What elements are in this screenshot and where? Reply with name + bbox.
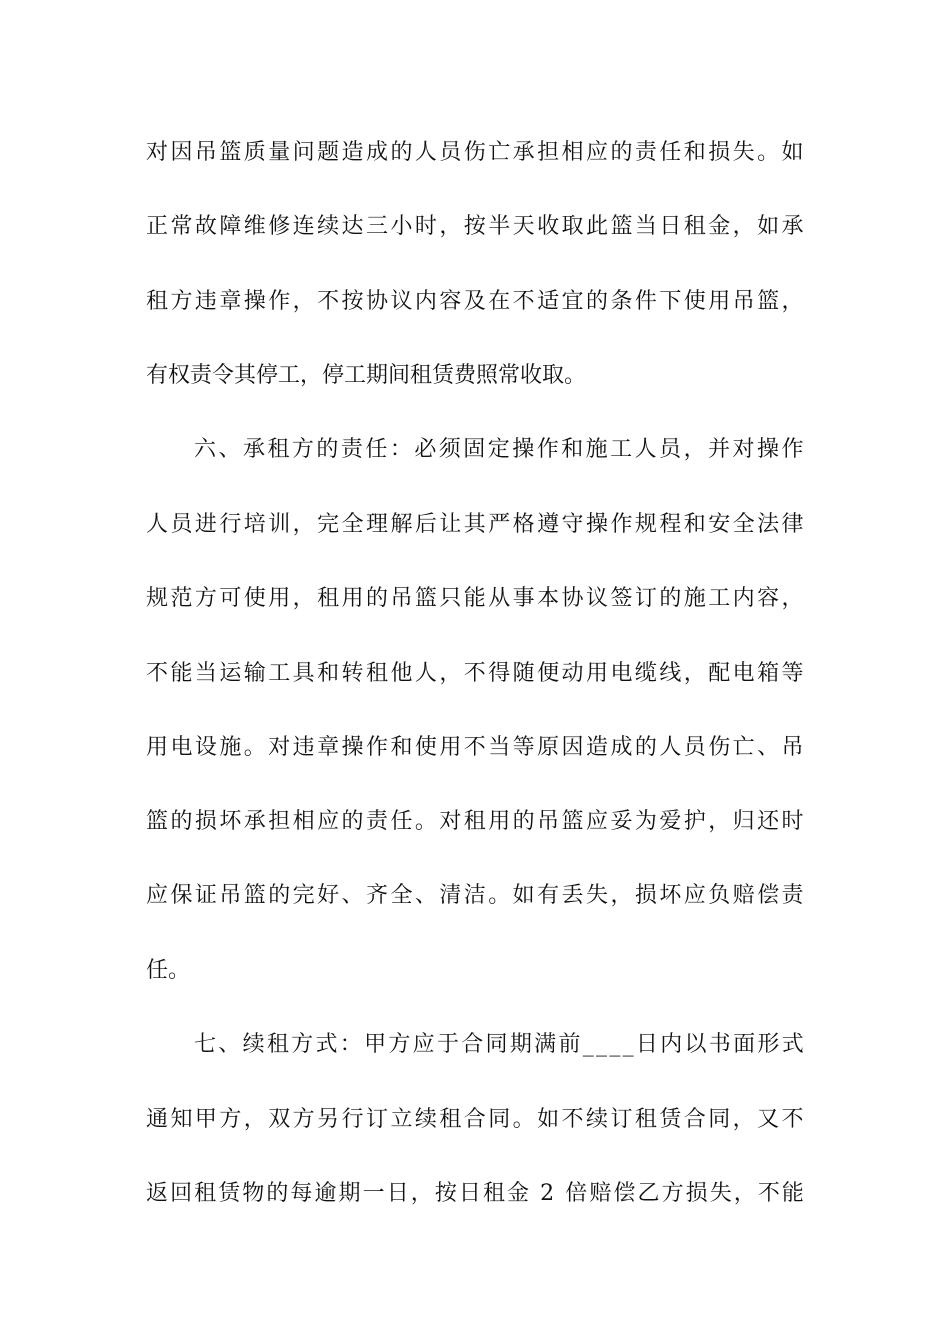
line-text: 篮的损坏承担相应的责任。对租用的吊篮应妥为爱护，归还时: [146, 809, 806, 834]
paragraph-start-line: [194, 430, 806, 470]
text-line: [146, 1100, 806, 1140]
line-text: 人员进行培训，完全理解后让其严格遵守操作规程和安全法律: [146, 512, 806, 537]
text-line: [146, 1174, 806, 1214]
line-text: 正常故障维修连续达三小时，按半天收取此篮当日租金，如承: [146, 214, 806, 239]
text-line: [146, 951, 806, 991]
text-line: [146, 133, 806, 173]
line-text: 通知甲方，双方另行订立续租合同。如不续订租赁合同，又不: [146, 1107, 806, 1132]
line-text: 规范方可使用，租用的吊篮只能从事本协议签订的施工内容，: [146, 586, 806, 611]
line-text: 对因吊篮质量问题造成的人员伤亡承担相应的责任和损失。如: [146, 140, 806, 165]
text-line: [146, 356, 806, 396]
line-text: 有权责令其停工，停工期间租赁费照常收取。: [146, 363, 587, 388]
text-line: [146, 505, 806, 545]
text-line: [146, 282, 806, 322]
line-text: 任。: [146, 958, 191, 983]
text-line: [146, 876, 806, 916]
line-text: 用电设施。对违章操作和使用不当等原因造成的人员伤亡、吊: [146, 735, 806, 760]
text-line: [146, 579, 806, 619]
text-line: [146, 654, 806, 694]
line-text: 六、承租方的责任：必须固定操作和施工人员，并对操作: [194, 437, 806, 462]
line-text: 应保证吊篮的完好、齐全、清洁。如有丢失，损坏应负赔偿责: [146, 883, 806, 908]
text-line: [146, 802, 806, 842]
text-line: [146, 207, 806, 247]
line-text: 七、续租方式：甲方应于合同期满前____日内以书面形式: [194, 1032, 806, 1057]
line-text: 返回租赁物的每逾期一日，按日租金 2 倍赔偿乙方损失，不能: [146, 1181, 806, 1206]
paragraph-start-line: [194, 1025, 806, 1065]
line-text: 租方违章操作，不按协议内容及在不适宜的条件下使用吊篮，: [146, 289, 806, 314]
text-line: [146, 728, 806, 768]
line-text: 不能当运输工具和转租他人，不得随便动用电缆线，配电箱等: [146, 661, 806, 686]
